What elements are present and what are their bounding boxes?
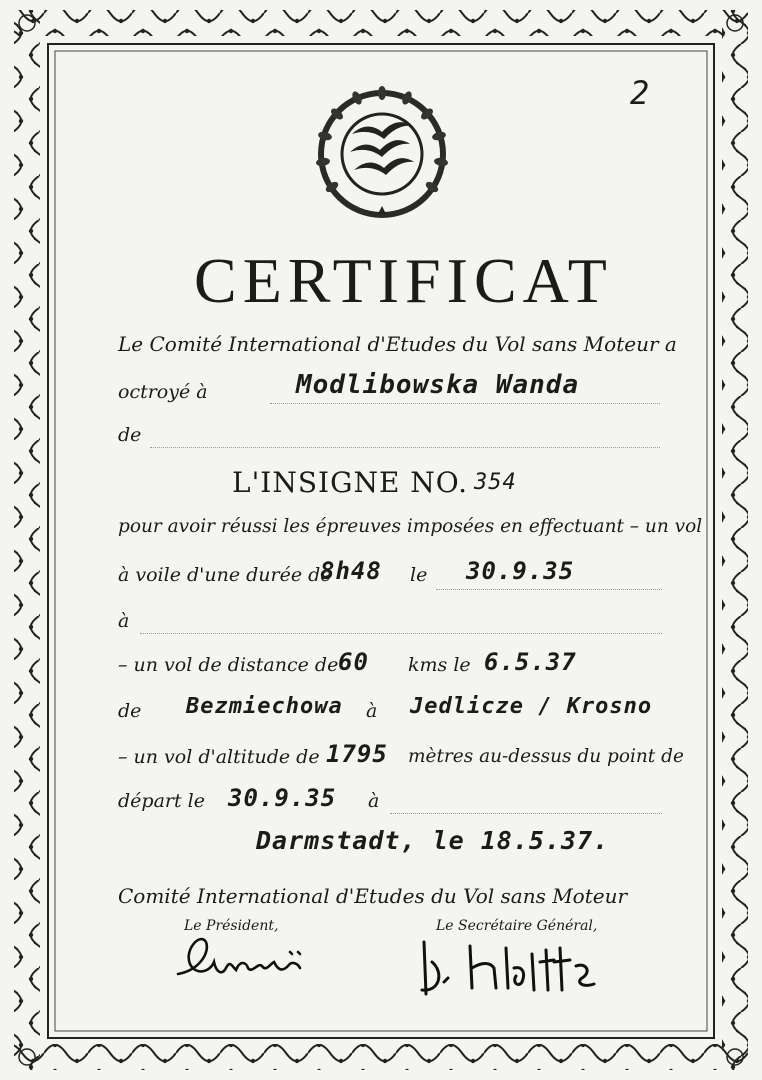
to-place: Jedlicze / Krosno — [410, 694, 653, 719]
altitude-unit: mètres au-dessus du point de — [408, 746, 684, 767]
president-label: Le Président, — [184, 918, 279, 934]
president-signature — [170, 932, 340, 992]
from-label: de — [118, 700, 142, 722]
distance-unit: kms le — [408, 654, 471, 676]
place-date: Darmstadt, le 18.5.37. — [256, 826, 610, 855]
from-place: Bezmiechowa — [186, 694, 343, 719]
distance-value: 60 — [338, 648, 369, 676]
de-label: de — [118, 424, 142, 446]
duration-le-label: le — [410, 564, 428, 586]
secretary-label: Le Secrétaire Général, — [436, 918, 598, 934]
certificate-title: CERTIFICAT — [194, 245, 613, 316]
duration-label: à voile d'une durée de — [118, 564, 332, 586]
recipient-name: Modlibowska Wanda — [296, 370, 580, 400]
page-number: 2 — [630, 74, 651, 112]
duration-date: 30.9.35 — [466, 557, 575, 585]
secretary-signature — [410, 932, 610, 1004]
committee-footer: Comité International d'Etudes du Vol sans Moteur — [118, 884, 628, 908]
duration-value: 8h48 — [320, 557, 382, 585]
granted-label: octroyé à — [118, 381, 208, 403]
intro-line: Le Comité International d'Etudes du Vol sans Moteur a — [118, 332, 677, 356]
distance-label: – un vol de distance de — [118, 654, 339, 676]
distance-date: 6.5.37 — [484, 648, 577, 676]
altitude-value: 1795 — [326, 740, 388, 768]
reason-line: pour avoir réussi les épreuves imposées en effectuant – un vol — [118, 516, 703, 537]
gliding-badge-three-gulls-icon — [312, 84, 452, 224]
departure-date: 30.9.35 — [228, 784, 337, 812]
insignia-label: L'INSIGNE NO. — [232, 466, 469, 499]
departure-a-label: à — [368, 790, 380, 812]
to-label: à — [366, 700, 378, 722]
insignia-number: 354 — [474, 470, 517, 495]
a-label: à — [118, 610, 130, 632]
altitude-label: – un vol d'altitude de — [118, 746, 320, 768]
departure-label: départ le — [118, 790, 205, 812]
